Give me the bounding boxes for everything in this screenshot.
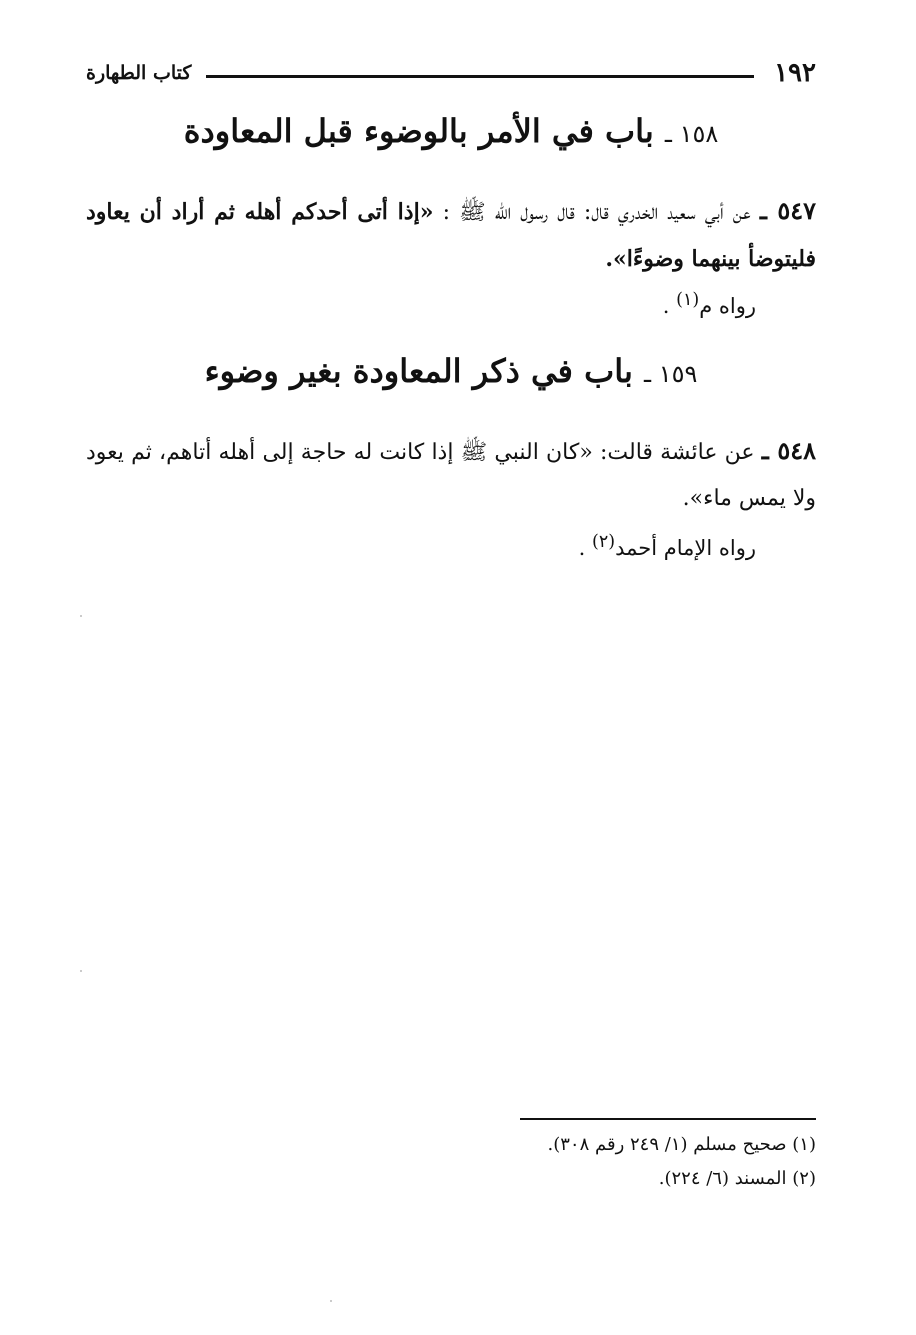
header-rule [206,75,754,78]
chapter-number: ١٥٩ ـ [644,360,698,388]
hadith-547 [86,188,816,283]
page-header [86,58,816,92]
scan-speck [330,1300,332,1302]
hadith-text: عن عائشة قالت: «كان النبي ﷺ إذا كانت له حاجة إلى أهله أتاهم، ثم يعود ولا يمس ماء». [86,440,816,511]
footnote-ref: (١) [676,290,700,310]
hadith-number: ٥٤٧ ـ [759,196,816,225]
page-number: ١٩٢ [774,58,816,88]
footnote-1: (١) صحيح مسلم (١/ ٢٤٩ رقم ٣٠٨). [547,1134,816,1155]
footnote-rule [520,1118,816,1120]
scan-speck [80,970,82,972]
chapter-title-159 [86,352,816,390]
hadith-548 [86,428,816,522]
hadith-intro: عن أبي سعيد الخدري قال: قال رسول الله ﷺ : [442,200,751,225]
narration-547 [663,290,756,318]
narration-end: . [578,536,593,560]
narration-548 [579,532,756,560]
chapter-heading: باب في ذكر المعاودة بغير وضوء [204,352,633,390]
chapter-title-158 [86,112,816,150]
narration-text: رواه الإمام أحمد [615,536,756,560]
book-title: كتاب الطهارة [86,62,192,84]
footnote-2: (٢) المسند (٦/ ٢٢٤). [658,1168,816,1189]
hadith-text: «إذا أتى أحدكم أهله ثم أراد أن يعاود فليتوضأ بينهما وضوءًا». [86,199,816,272]
chapter-heading: باب في الأمر بالوضوء قبل المعاودة [183,112,654,150]
narration-end: . [662,294,677,318]
hadith-number: ٥٤٨ ـ [761,436,816,465]
narration-text: رواه م [699,294,756,318]
footnote-ref: (٢) [592,532,616,552]
scan-speck [80,615,82,617]
chapter-number: ١٥٨ ـ [664,120,719,148]
